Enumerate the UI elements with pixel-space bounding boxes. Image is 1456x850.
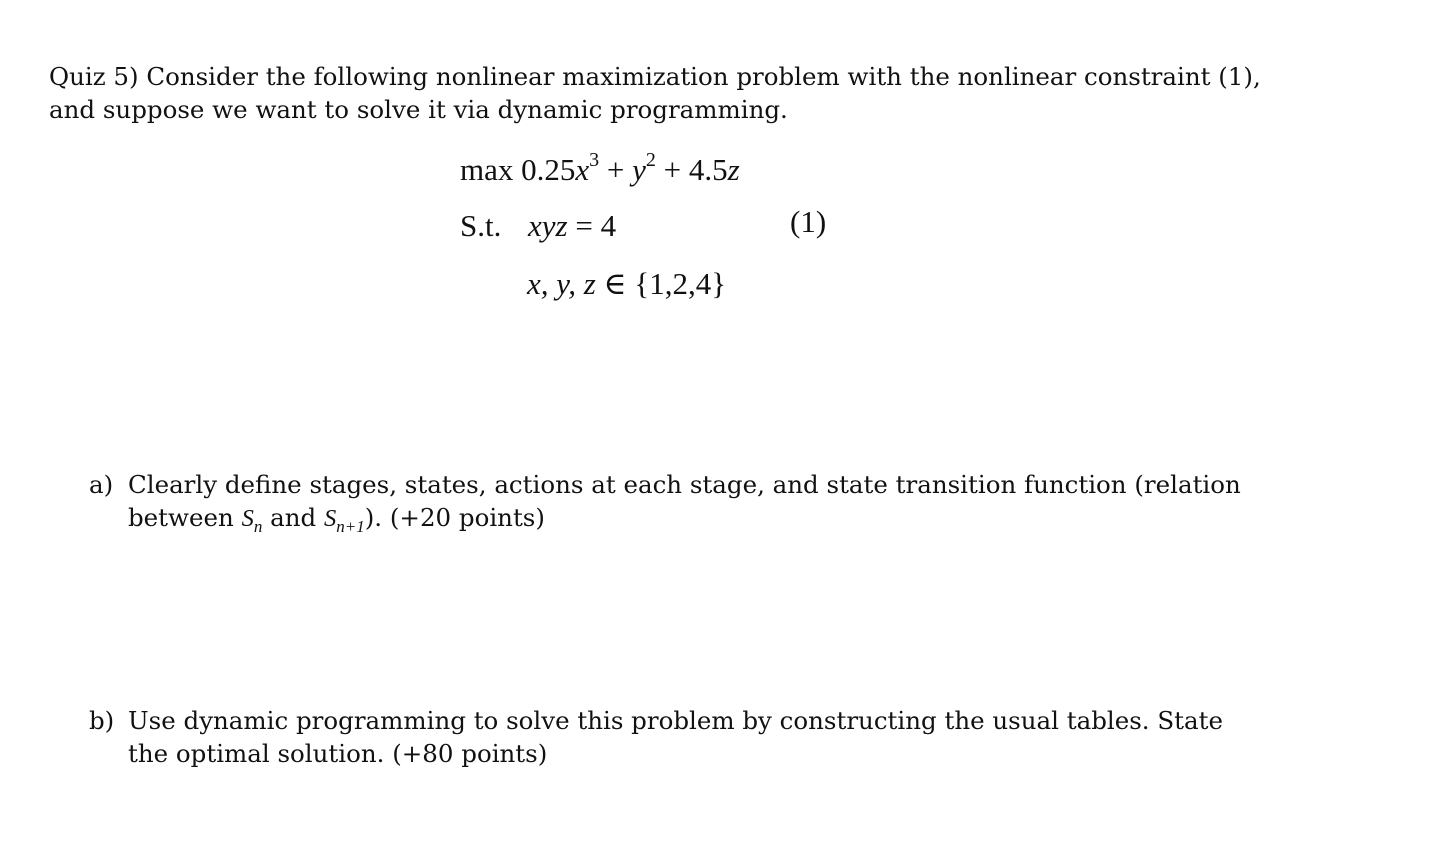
question-b-marker: b) (89, 706, 115, 735)
objective-function (460, 149, 740, 188)
domain-set: ∈ {1,2,4} (595, 266, 727, 301)
x-exponent: 3 (589, 149, 600, 171)
question-a-marker: a) (89, 470, 114, 499)
domain-constraint (527, 266, 726, 302)
state-symbol-n-base: S (241, 505, 254, 532)
subject-to-label: S.t. (460, 208, 502, 243)
z-variable: z (727, 152, 740, 187)
state-symbol-n (241, 505, 263, 536)
question-a-text (128, 468, 1258, 535)
constraint-rhs: = 4 (567, 208, 617, 243)
x-variable: x (575, 152, 590, 187)
z-coefficient: + 4.5 (655, 152, 728, 187)
state-symbol-n-plus-1 (323, 505, 365, 536)
question-a-text-start: Clearly define stages, states, actions at each stage, and state transition function (relation between (128, 470, 1241, 532)
constraint-line (460, 208, 616, 244)
y-exponent: 2 (645, 149, 656, 171)
plus-sign: + (599, 152, 633, 187)
y-variable: y (632, 152, 646, 187)
question-a (89, 468, 1289, 538)
domain-variables: x, y, z (527, 266, 596, 301)
equation-number: (1) (790, 204, 827, 239)
intro-paragraph: Quiz 5) Consider the following nonlinear maximization problem with the nonlinear constraint (1), and suppose we want to solve it via dynamic programming. (49, 62, 1261, 124)
question-a-text-mid: and (262, 503, 324, 532)
question-b (89, 704, 1289, 774)
state-symbol-n1-subscript: n+1 (336, 517, 365, 536)
state-symbol-n-subscript: n (253, 517, 263, 536)
state-symbol-n1-base: S (323, 505, 337, 532)
objective-prefix: max 0.25 (460, 152, 576, 187)
constraint-lhs: xyz (528, 208, 568, 243)
question-b-text: Use dynamic programming to solve this problem by constructing the usual tables. State the optimal solution. (+80 points) (128, 706, 1223, 768)
question-a-text-end: ). (+20 points) (364, 503, 545, 532)
